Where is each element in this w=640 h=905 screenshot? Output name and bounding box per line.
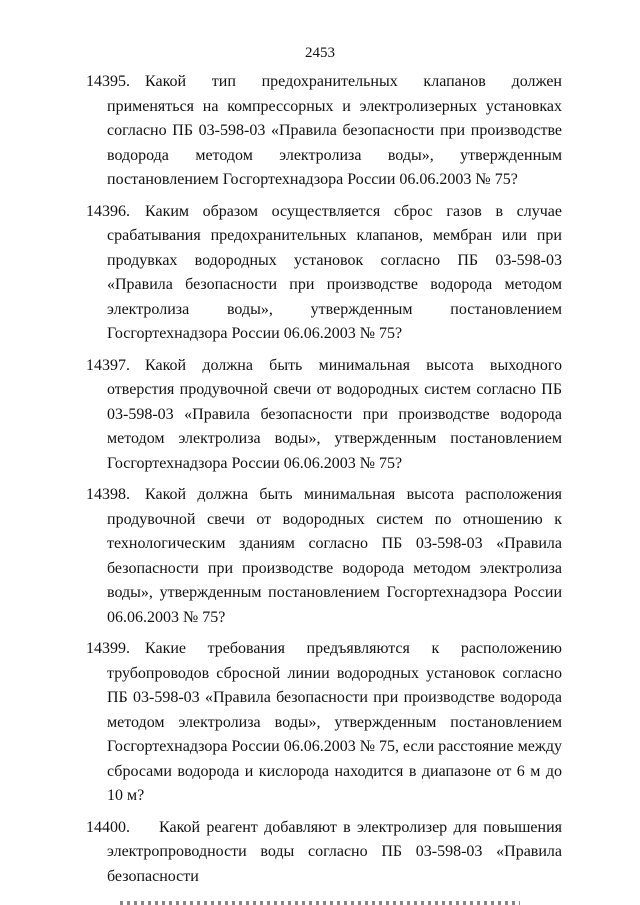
question-text: Какой тип предохранительных клапанов должен применяться на компрессорных и электролизерных установках согласно ПБ 03-598-03 «Правила безопасности при производстве водорода методом электролиза воды», утвержденным постановлением Госгортехнадзора России 06.06.2003 № 75?	[107, 73, 562, 188]
question-text: Какой должна быть минимальная высота расположения продувочной свечи от водородных систем по отношению к технологическим зданиям согласно ПБ 03-598-03 «Правила безопасности при производстве водорода методом электролиза воды», утвержденным постановлением Госгортехнадзора России 06.06.2003 № 75?	[107, 486, 562, 626]
question-text: Какой реагент добавляют в электролизер для повышения электропроводности воды согласно ПБ 03-598-03 «Правила безопасности	[107, 818, 562, 885]
question-14398	[86, 483, 562, 630]
question-text: Какие требования предъявляются к расположению трубопроводов сбросной линии водородных установок согласно ПБ 03-598-03 «Правила безопасности при производстве водорода методом электролиза воды», утвержденным постановлением Госгортехнадзора России 06.06.2003 № 75, если расстояние между сбросами водорода и кислорода находится в диапазоне от 6 м до 10 м?	[107, 640, 562, 804]
scan-edge-artifact	[120, 901, 520, 905]
question-list	[86, 70, 562, 896]
question-14400	[86, 816, 562, 890]
question-number: 14397.	[86, 356, 130, 374]
question-number: 14400.	[86, 818, 130, 836]
question-14399	[86, 637, 562, 809]
question-number: 14396.	[86, 202, 130, 220]
page-number: 2453	[305, 45, 335, 61]
question-text: Какой должна быть минимальная высота выходного отверстия продувочной свечи от водородных систем согласно ПБ 03-598-03 «Правила безопасности при производстве водорода методом электролиза воды», утвержденным постановлением Госгортехнадзора России 06.06.2003 № 75?	[107, 356, 562, 472]
question-number: 14398.	[86, 486, 130, 503]
question-number: 14395.	[86, 73, 130, 90]
question-14395	[86, 70, 562, 193]
question-number: 14399.	[86, 640, 130, 657]
question-14396	[86, 200, 562, 347]
question-14397	[86, 354, 562, 477]
question-text: Каким образом осуществляется сброс газов в случае срабатывания предохранительных клапанов, мембран или при продувках водородных установок согласно ПБ 03-598-03 «Правила безопасности при производстве водорода методом электролиза воды», утвержденным постановлением Госгортехнадзора России 06.06.2003 № 75?	[107, 202, 562, 342]
